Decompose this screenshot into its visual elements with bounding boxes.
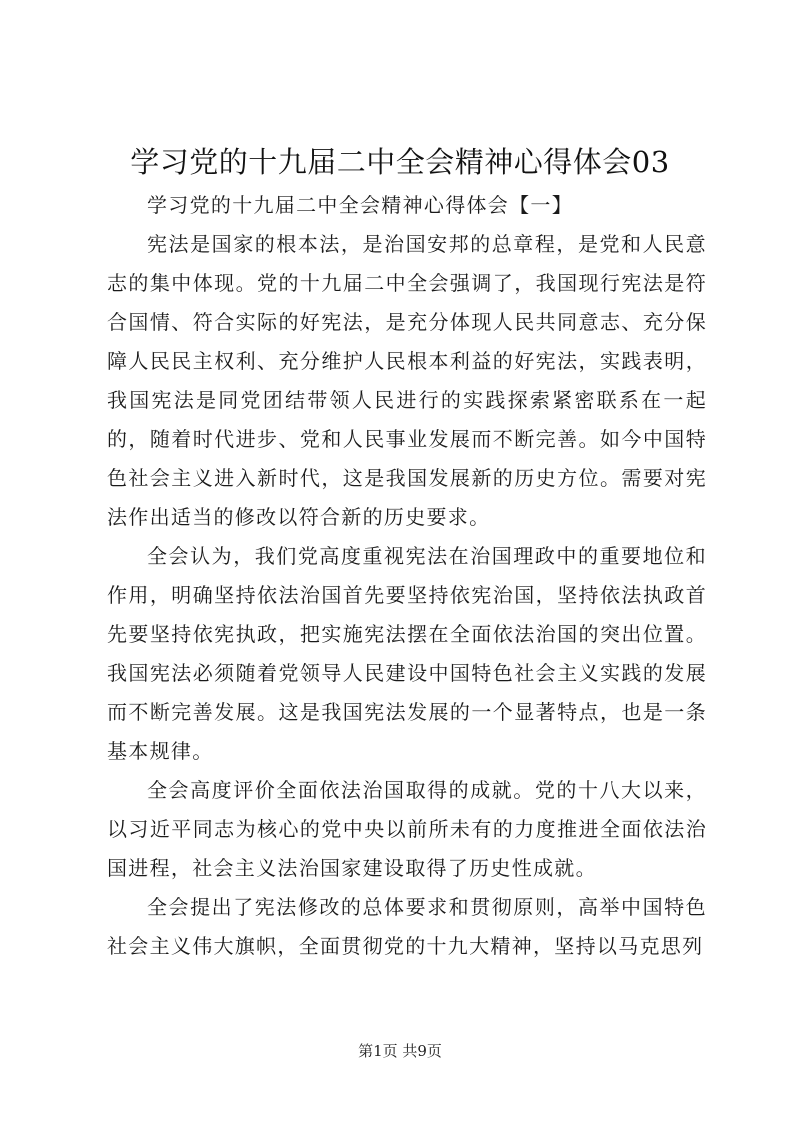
document-body	[107, 186, 707, 966]
document-title: 学习党的十九届二中全会精神心得体会03	[130, 145, 670, 179]
paragraph: 全会提出了宪法修改的总体要求和贯彻原则，高举中国特色社会主义伟大旗帜，全面贯彻党的十九大精神，坚持以马克思列	[107, 895, 707, 958]
paragraph: 全会高度评价全面依法治国取得的成就。党的十八大以来，以习近平同志为核心的党中央以前所未有的力度推进全面依法治国进程，社会主义法治国家建设取得了历史性成就。	[107, 778, 707, 880]
page-footer: 第1页 共9页	[358, 1042, 442, 1060]
paragraph: 全会认为，我们党高度重视宪法在治国理政中的重要地位和作用，明确坚持依法治国首先要坚持依宪治国，坚持依法执政首先要坚持依宪执政，把实施宪法摆在全面依法治国的突出位置。我国宪法必须随着党领导人民建设中国特色社会主义实践的发展而不断完善发展。这是我国宪法发展的一个显著特点，也是一条基本规律。	[107, 544, 707, 763]
section-heading: 学习党的十九届二中全会精神心得体会【一】	[147, 193, 573, 217]
paragraph: 宪法是国家的根本法，是治国安邦的总章程，是党和人民意志的集中体现。党的十九届二中全会强调了，我国现行宪法是符合国情、符合实际的好宪法，是充分体现人民共同意志、充分保障人民民主权利、充分维护人民根本利益的好宪法，实践表明，我国宪法是同党团结带领人民进行的实践探索紧密联系在一起的，随着时代进步、党和人民事业发展而不断完善。如今中国特色社会主义进入新时代，这是我国发展新的历史方位。需要对宪法作出适当的修改以符合新的历史要求。	[107, 232, 707, 529]
